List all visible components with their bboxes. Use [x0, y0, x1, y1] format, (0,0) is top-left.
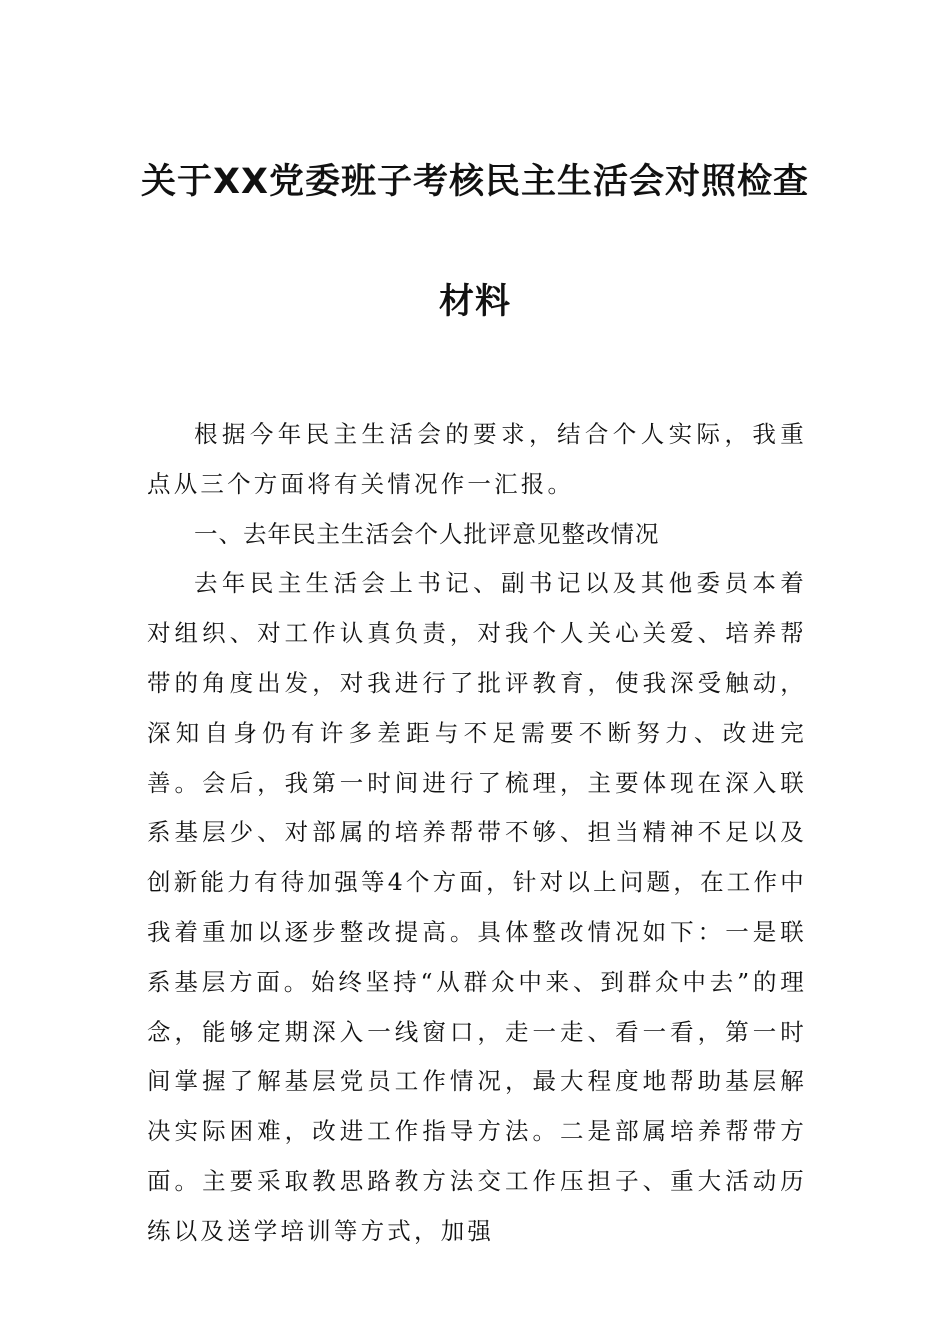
- document-title-line-2: 材料: [438, 282, 511, 322]
- document-body: [147, 410, 807, 1257]
- document-title-line-1: 关于XX党委班子考核民主生活会对照检查: [141, 162, 809, 202]
- section-1-paragraph: 去年民主生活会上书记、副书记以及其他委员本着对组织、对工作认真负责，对我个人关心关爱、培养帮带的角度出发，对我进行了批评教育，使我深受触动，深知自身仍有许多差距与不足需要不断努力、改进完善。会后，我第一时间进行了梳理，主要体现在深入联系基层少、对部属的培养帮带不够、担当精神不足以及创新能力有待加强等4个方面，针对以上问题，在工作中我着重加以逐步整改提高。具体整改情况如下：一是联系基层方面。始终坚持“从群众中来、到群众中去”的理念，能够定期深入一线窗口，走一走、看一看，第一时间掌握了解基层党员工作情况，最大程度地帮助基层解决实际困难，改进工作指导方法。二是部属培养帮带方面。主要采取教思路教方法交工作压担子、重大活动历练以及送学培训等方式，加强: [147, 569, 807, 1245]
- section-1-heading: 一、去年民主生活会个人批评意见整改情况: [194, 519, 660, 548]
- intro-paragraph: 根据今年民主生活会的要求，结合个人实际，我重点从三个方面将有关情况作一汇报。: [147, 420, 807, 498]
